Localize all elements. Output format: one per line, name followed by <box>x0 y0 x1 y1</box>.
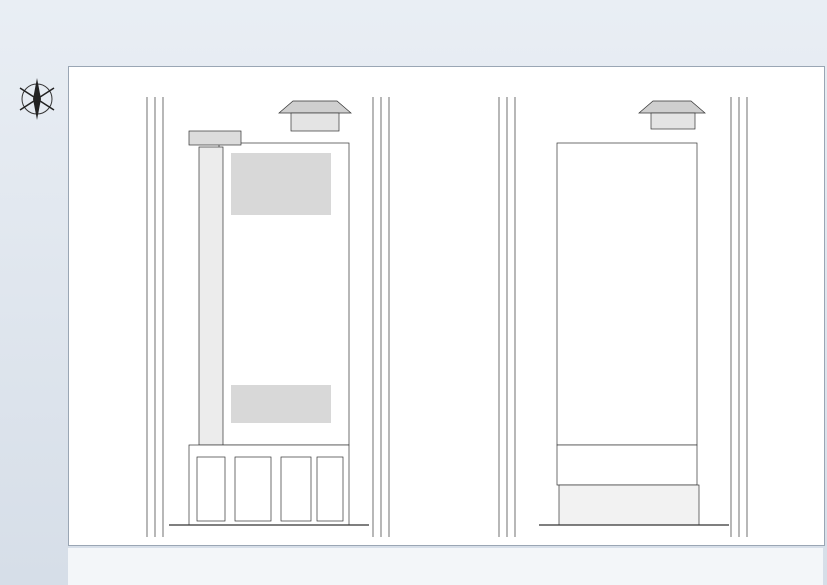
footer-line-2 <box>243 568 265 582</box>
section-drawing <box>499 97 747 537</box>
side-elevation <box>147 97 389 537</box>
left-sidebar <box>4 66 64 576</box>
building-drawings <box>69 67 824 545</box>
footer <box>68 548 823 585</box>
drawing-panel <box>68 66 825 546</box>
footer-line-1 <box>243 552 265 566</box>
north-arrow-icon <box>14 76 60 122</box>
